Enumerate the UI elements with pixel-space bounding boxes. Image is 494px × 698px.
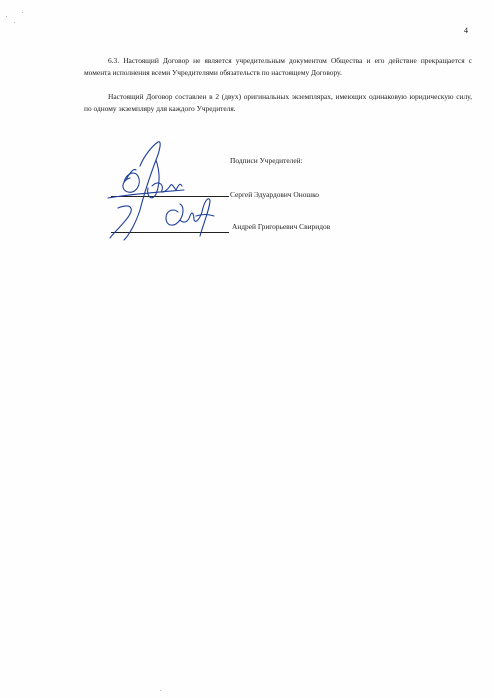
handwritten-signatures: [100, 136, 240, 246]
signer-name: Сергей Эдуардович Оношко: [230, 190, 319, 199]
signature-stroke: [126, 169, 136, 180]
scan-speck: [6, 16, 7, 17]
paragraph-termination-clause: 6.3. Настоящий Договор не является учредительным документом Общества и его действие прекращается с момента исполнения всеми Учредителями обязательств по настоящему Договору.: [84, 56, 472, 77]
signature-stroke: [180, 212, 202, 222]
signature-line: [111, 196, 229, 197]
signature-stroke: [124, 142, 160, 240]
page-number: 4: [464, 26, 468, 35]
signer-name: Андрей Григорьевич Свиридов: [232, 222, 331, 231]
signature-stroke: [200, 199, 210, 236]
signatures-heading: Подписи Учредителей:: [230, 156, 303, 165]
signature-stroke: [110, 206, 131, 238]
signature-stroke: [148, 160, 159, 198]
scan-speck: [14, 22, 15, 23]
signature-line: [111, 232, 229, 233]
scan-speck: [22, 12, 23, 13]
paragraph-copies-clause: Настоящий Договор составлен в 2 (двух) оригинальных экземплярах, имеющих одинаковую юридическую силу, по одному экземпляру для каждого Учредителя.: [84, 92, 472, 113]
scan-speck: [160, 690, 161, 691]
signature-stroke: [152, 183, 182, 192]
signature-stroke: [166, 204, 183, 225]
signature-stroke: [123, 173, 139, 192]
signature-stroke: [196, 215, 214, 217]
